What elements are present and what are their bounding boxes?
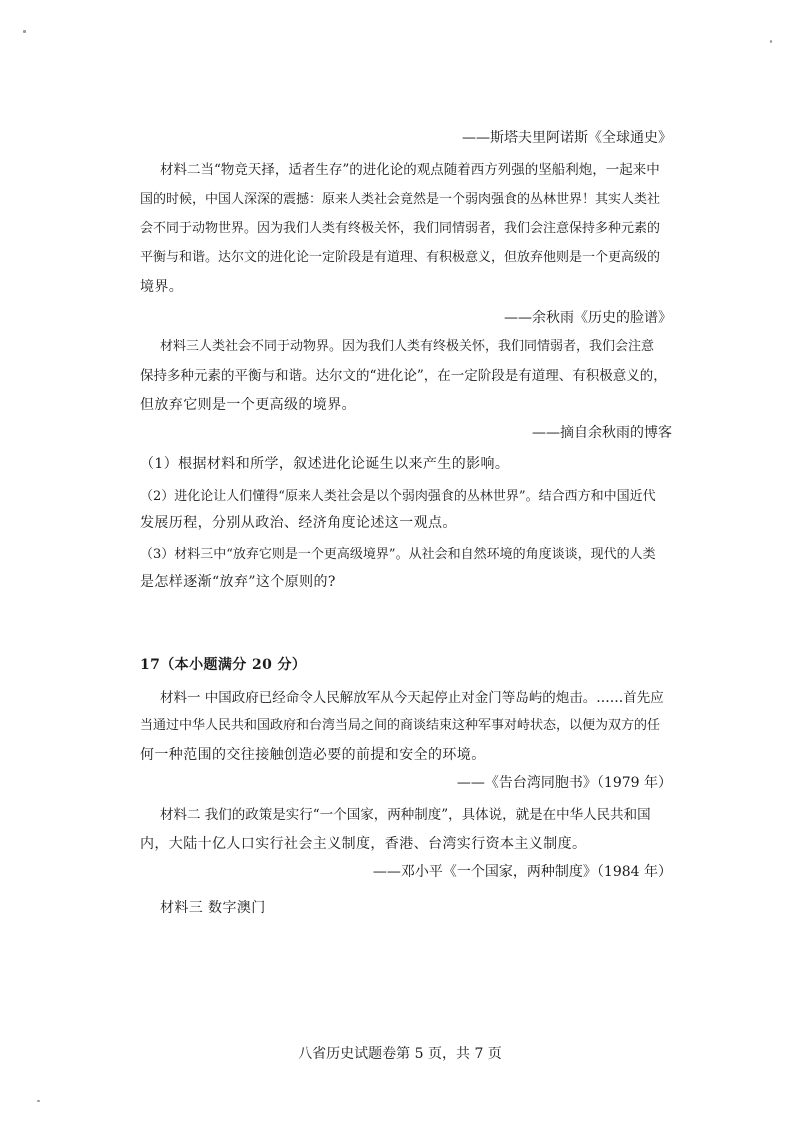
scan-speck: [770, 40, 772, 43]
material3-line-2: 保持多种元素的平衡与和谐。达尔文的“进化论”，在一定阶段是有道理、有积极意义的，: [140, 368, 667, 384]
q17-material1-line-1: 材料一 中国政府已经命令人民解放军从今天起停止对金门等岛屿的炮击。……首先应: [160, 690, 664, 706]
material2-line-1: 材料二当“物竞天择，适者生存”的进化论的观点随着西方列强的坚船利炮，一起来中: [160, 162, 660, 178]
q17-material3-title: 材料三 数字澳门: [160, 900, 266, 916]
material3-line-1: 材料三人类社会不同于动物界。因为我们人类有终极关怀，我们同情弱者，我们会注意: [160, 339, 655, 354]
material2-source: ——余秋雨《历史的脸谱》: [504, 310, 672, 326]
q17-material2-line-1: 材料二 我们的政策是实行“一个国家，两种制度”，具体说，就是在中华人民共和国: [160, 807, 651, 823]
q17-material1-line-2: 当通过中华人民共和国政府和台湾当局之间的商谈结束这种军事对峙状态，以便为双方的任: [140, 718, 661, 733]
scan-speck: [23, 30, 26, 33]
q17-material2-line-2: 内，大陆十亿人口实行社会主义制度，香港、台湾实行资本主义制度。: [140, 836, 587, 852]
question-17-header: 17（本小题满分 20 分）: [140, 657, 307, 673]
material2-line-4: 平衡与和谐。达尔文的进化论一定阶段是有道理、有积极意义，但放弃他则是一个更高级的: [140, 250, 661, 265]
material1-source: ——斯塔夫里阿诺斯《全球通史》: [462, 130, 672, 146]
question-1: （1）根据材料和所学，叙述进化论诞生以来产生的影响。: [140, 456, 510, 472]
material3-source: ——摘自余秋雨的博客: [532, 425, 672, 441]
material2-line-2: 国的时候，中国人深深的震撼：原来人类社会竟然是一个弱肉强食的丛林世界！其实人类社: [140, 192, 661, 207]
question-2-line-2: 发展历程，分别从政治、经济角度论述这一观点。: [140, 515, 457, 531]
q17-material1-line-3: 何一种范围的交往接触创造必要的前提和安全的环境。: [140, 747, 486, 763]
question-3-line-2: 是怎样逐渐“放弃”这个原则的?: [140, 574, 336, 590]
page-footer: 八省历史试题卷第 5 页，共 7 页: [298, 1046, 502, 1062]
scan-speck: [37, 1100, 40, 1102]
q17-material2-source: ——邓小平《一个国家，两种制度》（1984 年）: [372, 864, 672, 880]
question-3-line-1: （3）材料三中“放弃它则是一个更高级境界”。从社会和自然环境的角度谈谈，现代的人类: [140, 547, 656, 562]
material3-line-3: 但放弃它则是一个更高级的境界。: [140, 397, 356, 413]
q17-material1-source: ——《告台湾同胞书》（1979 年）: [456, 775, 672, 791]
material2-line-3: 会不同于动物世界。因为我们人类有终极关怀，我们同情弱者，我们会注意保持多种元素的: [140, 221, 661, 236]
question-2-line-1: （2）进化论让人们懂得“原来人类社会是以个弱肉强食的丛林世界”。结合西方和中国近代: [140, 489, 656, 504]
material2-line-5: 境界。: [140, 279, 184, 295]
